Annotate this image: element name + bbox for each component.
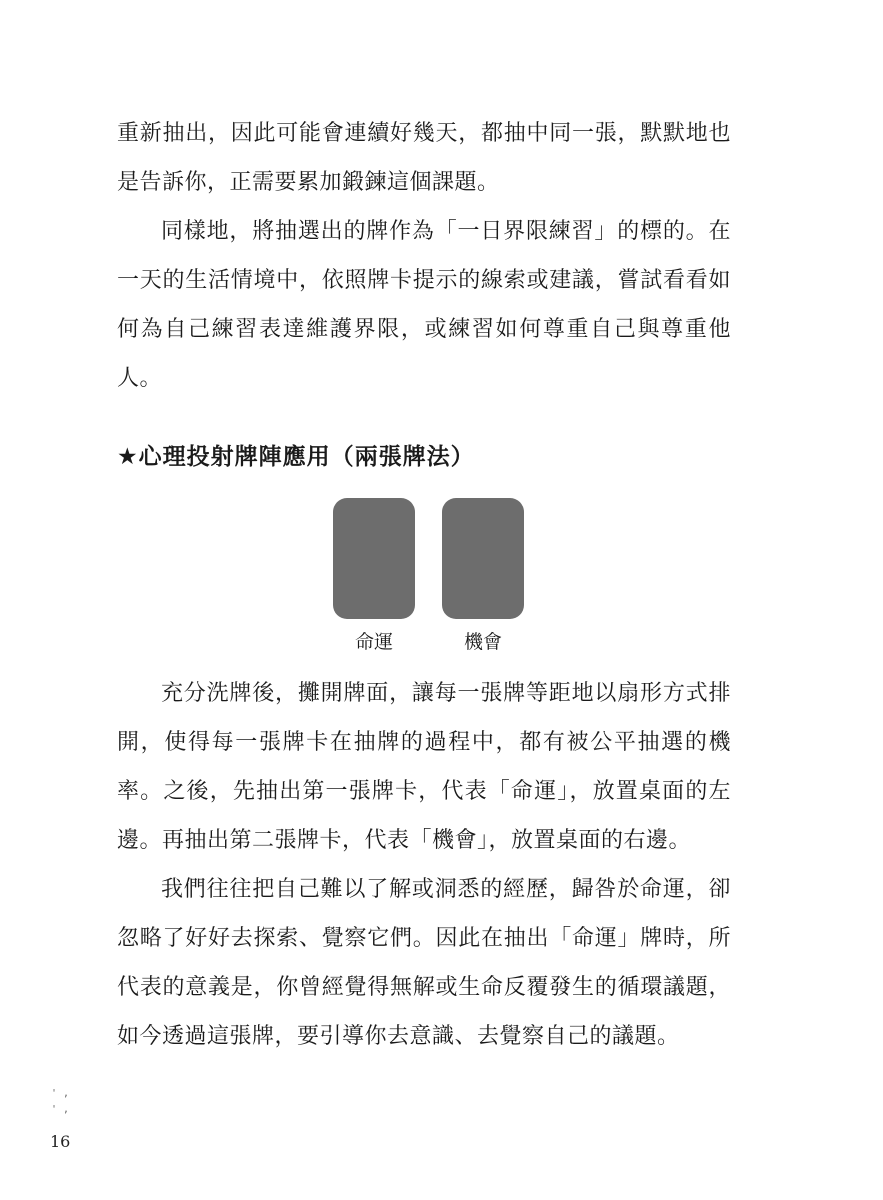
- card-label-fate: 命運: [354, 631, 393, 653]
- text-block-top: [117, 109, 731, 403]
- card-label-opportunity: 機會: [463, 631, 502, 653]
- paragraph: 我們往往把自己難以了解或洞悉的經歷，歸咎於命運，卻忽略了好好去探索、覺察它們。因此在抽出「命運」牌時，所代表的意義是，你曾經覺得無解或生命反覆發生的循環議題，如今透過這張牌，要引導你去意識、去覺察自己的議題。: [117, 877, 731, 1049]
- page-number: 16: [50, 1132, 71, 1151]
- paragraph: 重新抽出，因此可能會連續好幾天，都抽中同一張，默默地也是告訴你，正需要累加鍛鍊這個課題。: [117, 121, 731, 195]
- card-fate: [333, 498, 415, 619]
- text-block-bottom: [117, 669, 731, 1061]
- margin-marks: ' , ' ,: [51, 1088, 70, 1115]
- paragraph: 同樣地，將抽選出的牌作為「一日界限練習」的標的。在一天的生活情境中，依照牌卡提示的線索或建議，嘗試看看如何為自己練習表達維護界限，或練習如何尊重自己與尊重他人。: [117, 219, 731, 391]
- section-heading: ★心理投射牌陣應用（兩張牌法）: [117, 444, 475, 470]
- paragraph: 充分洗牌後，攤開牌面，讓每一張牌等距地以扇形方式排開，使得每一張牌卡在抽牌的過程中，都有被公平抽選的機率。之後，先抽出第一張牌卡，代表「命運」，放置桌面的左邊。再抽出第二張牌卡，代表「機會」，放置桌面的右邊。: [117, 681, 731, 853]
- card-opportunity: [442, 498, 524, 619]
